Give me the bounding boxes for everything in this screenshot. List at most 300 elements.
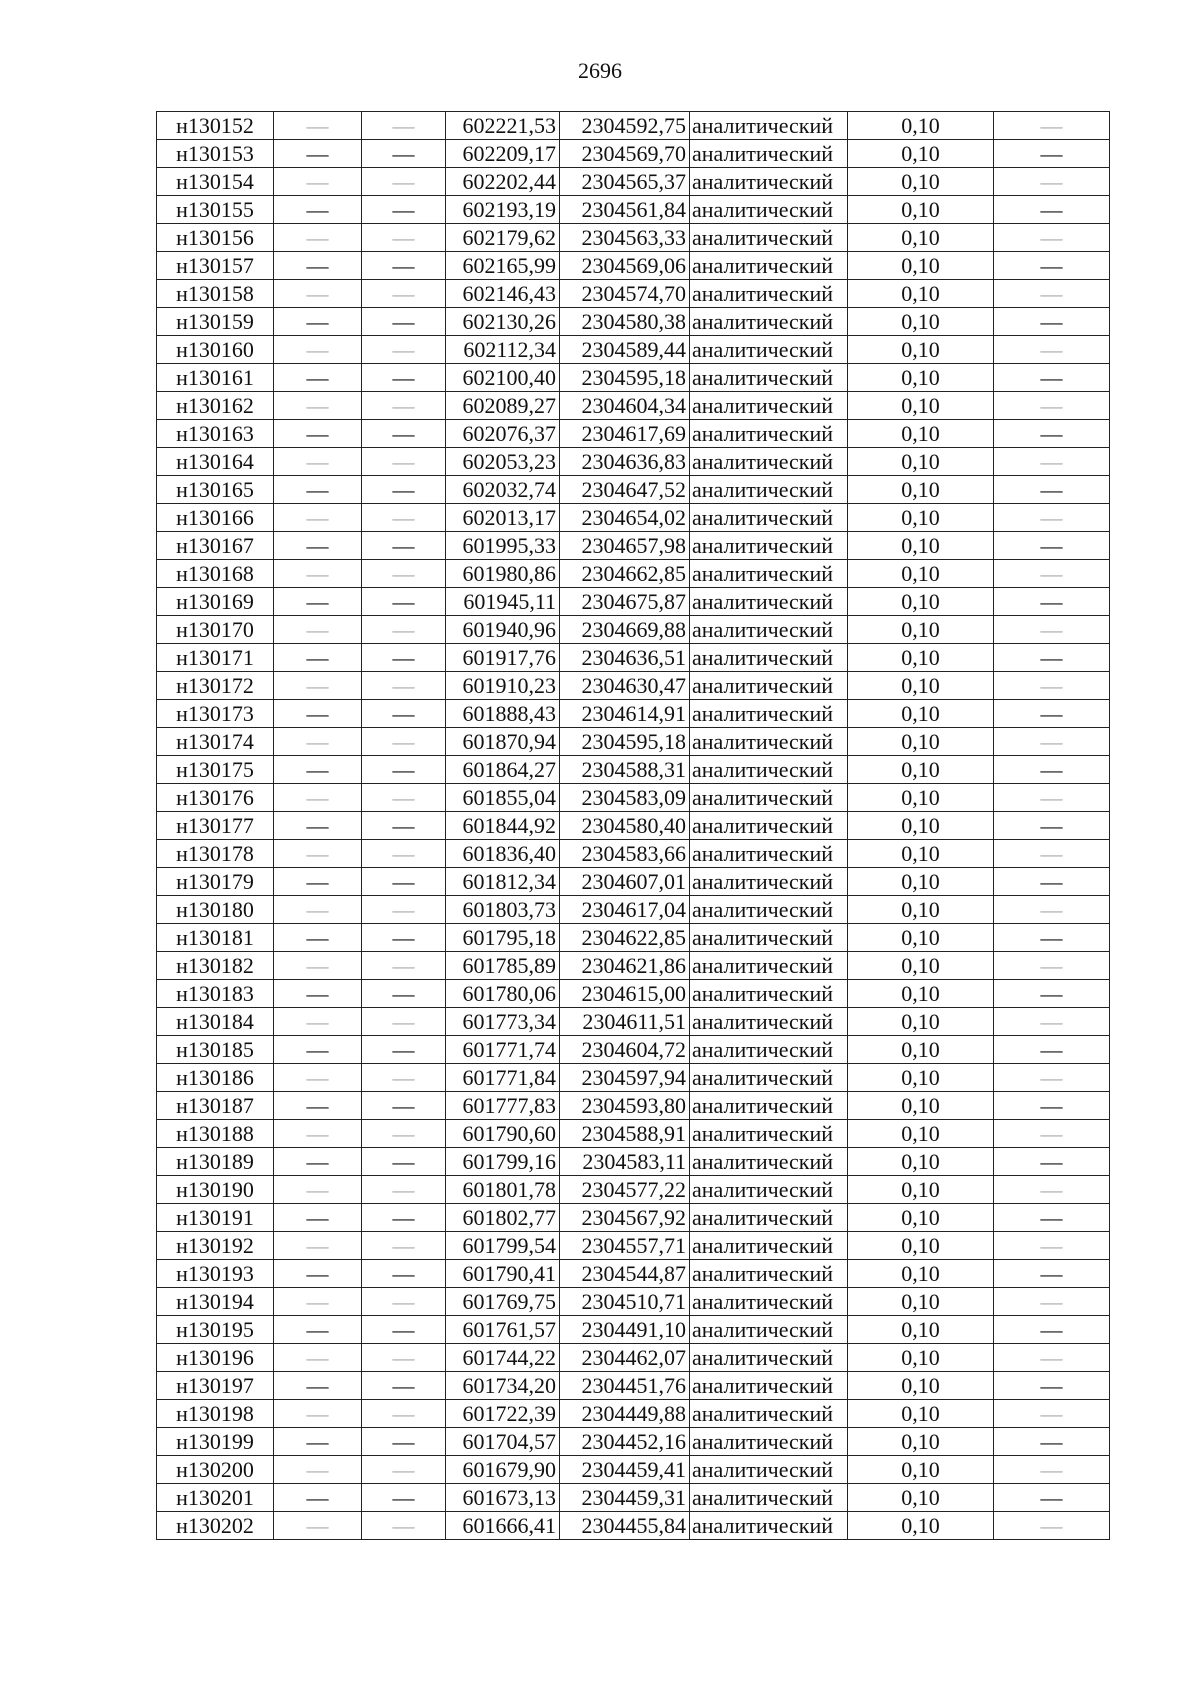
empty-value-cell: — (274, 476, 362, 504)
x-coordinate-cell: 601799,16 (446, 1148, 560, 1176)
table-row (157, 1260, 1110, 1288)
y-coordinate-cell: 2304588,31 (560, 756, 690, 784)
empty-value-cell: — (994, 896, 1110, 924)
point-id-cell: н130185 (157, 1036, 274, 1064)
empty-value-cell: — (994, 1484, 1110, 1512)
point-id-cell: н130176 (157, 784, 274, 812)
accuracy-cell: 0,10 (848, 616, 994, 644)
y-coordinate-cell: 2304491,10 (560, 1316, 690, 1344)
table-row (157, 336, 1110, 364)
point-id-cell: н130184 (157, 1008, 274, 1036)
point-id-cell: н130161 (157, 364, 274, 392)
y-coordinate-cell: 2304621,86 (560, 952, 690, 980)
empty-value-cell: — (362, 224, 446, 252)
x-coordinate-cell: 601679,90 (446, 1456, 560, 1484)
accuracy-cell: 0,10 (848, 196, 994, 224)
accuracy-cell: 0,10 (848, 532, 994, 560)
accuracy-cell: 0,10 (848, 1456, 994, 1484)
x-coordinate-cell: 601995,33 (446, 532, 560, 560)
accuracy-cell: 0,10 (848, 896, 994, 924)
accuracy-cell: 0,10 (848, 336, 994, 364)
empty-value-cell: — (274, 1176, 362, 1204)
method-cell: аналитический (690, 476, 848, 504)
method-cell: аналитический (690, 112, 848, 140)
table-row (157, 504, 1110, 532)
accuracy-cell: 0,10 (848, 392, 994, 420)
method-cell: аналитический (690, 1232, 848, 1260)
method-cell: аналитический (690, 644, 848, 672)
empty-value-cell: — (274, 560, 362, 588)
table-row (157, 364, 1110, 392)
x-coordinate-cell: 602221,53 (446, 112, 560, 140)
accuracy-cell: 0,10 (848, 364, 994, 392)
x-coordinate-cell: 602130,26 (446, 308, 560, 336)
table-row (157, 140, 1110, 168)
accuracy-cell: 0,10 (848, 1176, 994, 1204)
empty-value-cell: — (994, 1064, 1110, 1092)
x-coordinate-cell: 601844,92 (446, 812, 560, 840)
method-cell: аналитический (690, 1400, 848, 1428)
table-row (157, 1428, 1110, 1456)
empty-value-cell: — (274, 196, 362, 224)
x-coordinate-cell: 601673,13 (446, 1484, 560, 1512)
x-coordinate-cell: 601888,43 (446, 700, 560, 728)
empty-value-cell: — (362, 168, 446, 196)
accuracy-cell: 0,10 (848, 840, 994, 868)
method-cell: аналитический (690, 196, 848, 224)
table-row (157, 1008, 1110, 1036)
point-id-cell: н130158 (157, 280, 274, 308)
point-id-cell: н130190 (157, 1176, 274, 1204)
empty-value-cell: — (362, 1064, 446, 1092)
table-row (157, 784, 1110, 812)
table-row (157, 840, 1110, 868)
method-cell: аналитический (690, 924, 848, 952)
empty-value-cell: — (274, 1120, 362, 1148)
point-id-cell: н130153 (157, 140, 274, 168)
table-row (157, 252, 1110, 280)
accuracy-cell: 0,10 (848, 1428, 994, 1456)
empty-value-cell: — (274, 1232, 362, 1260)
empty-value-cell: — (994, 952, 1110, 980)
empty-value-cell: — (274, 1204, 362, 1232)
empty-value-cell: — (994, 1456, 1110, 1484)
table-row (157, 420, 1110, 448)
y-coordinate-cell: 2304630,47 (560, 672, 690, 700)
empty-value-cell: — (994, 924, 1110, 952)
x-coordinate-cell: 601855,04 (446, 784, 560, 812)
y-coordinate-cell: 2304455,84 (560, 1512, 690, 1540)
table-row (157, 952, 1110, 980)
table-row (157, 476, 1110, 504)
point-id-cell: н130189 (157, 1148, 274, 1176)
y-coordinate-cell: 2304647,52 (560, 476, 690, 504)
table-row (157, 392, 1110, 420)
accuracy-cell: 0,10 (848, 1204, 994, 1232)
empty-value-cell: — (994, 1512, 1110, 1540)
x-coordinate-cell: 601785,89 (446, 952, 560, 980)
accuracy-cell: 0,10 (848, 1512, 994, 1540)
point-id-cell: н130182 (157, 952, 274, 980)
empty-value-cell: — (274, 1484, 362, 1512)
y-coordinate-cell: 2304675,87 (560, 588, 690, 616)
empty-value-cell: — (362, 1036, 446, 1064)
y-coordinate-cell: 2304583,66 (560, 840, 690, 868)
empty-value-cell: — (274, 756, 362, 784)
empty-value-cell: — (362, 840, 446, 868)
empty-value-cell: — (362, 560, 446, 588)
empty-value-cell: — (362, 952, 446, 980)
empty-value-cell: — (362, 1484, 446, 1512)
empty-value-cell: — (362, 420, 446, 448)
x-coordinate-cell: 601769,75 (446, 1288, 560, 1316)
y-coordinate-cell: 2304669,88 (560, 616, 690, 644)
table-row (157, 560, 1110, 588)
empty-value-cell: — (994, 504, 1110, 532)
table-row (157, 1484, 1110, 1512)
x-coordinate-cell: 602053,23 (446, 448, 560, 476)
empty-value-cell: — (362, 252, 446, 280)
empty-value-cell: — (994, 588, 1110, 616)
point-id-cell: н130171 (157, 644, 274, 672)
empty-value-cell: — (362, 1372, 446, 1400)
empty-value-cell: — (274, 1064, 362, 1092)
method-cell: аналитический (690, 224, 848, 252)
x-coordinate-cell: 602179,62 (446, 224, 560, 252)
empty-value-cell: — (994, 644, 1110, 672)
y-coordinate-cell: 2304569,06 (560, 252, 690, 280)
empty-value-cell: — (994, 868, 1110, 896)
accuracy-cell: 0,10 (848, 1344, 994, 1372)
accuracy-cell: 0,10 (848, 224, 994, 252)
point-id-cell: н130168 (157, 560, 274, 588)
accuracy-cell: 0,10 (848, 448, 994, 476)
page-number: 2696 (578, 58, 622, 83)
method-cell: аналитический (690, 1456, 848, 1484)
x-coordinate-cell: 601803,73 (446, 896, 560, 924)
accuracy-cell: 0,10 (848, 924, 994, 952)
table-row (157, 224, 1110, 252)
point-id-cell: н130160 (157, 336, 274, 364)
empty-value-cell: — (994, 700, 1110, 728)
y-coordinate-cell: 2304580,38 (560, 308, 690, 336)
empty-value-cell: — (994, 336, 1110, 364)
method-cell: аналитический (690, 1008, 848, 1036)
method-cell: аналитический (690, 1288, 848, 1316)
table-row (157, 1092, 1110, 1120)
empty-value-cell: — (362, 1316, 446, 1344)
empty-value-cell: — (274, 616, 362, 644)
empty-value-cell: — (994, 784, 1110, 812)
y-coordinate-cell: 2304654,02 (560, 504, 690, 532)
table-row (157, 1036, 1110, 1064)
method-cell: аналитический (690, 532, 848, 560)
y-coordinate-cell: 2304595,18 (560, 728, 690, 756)
point-id-cell: н130181 (157, 924, 274, 952)
empty-value-cell: — (994, 1288, 1110, 1316)
method-cell: аналитический (690, 1260, 848, 1288)
empty-value-cell: — (362, 700, 446, 728)
table-row (157, 1064, 1110, 1092)
empty-value-cell: — (994, 728, 1110, 756)
y-coordinate-cell: 2304583,11 (560, 1148, 690, 1176)
table-row (157, 756, 1110, 784)
empty-value-cell: — (362, 392, 446, 420)
method-cell: аналитический (690, 1316, 848, 1344)
point-id-cell: н130200 (157, 1456, 274, 1484)
y-coordinate-cell: 2304563,33 (560, 224, 690, 252)
empty-value-cell: — (274, 1400, 362, 1428)
y-coordinate-cell: 2304574,70 (560, 280, 690, 308)
table-row (157, 672, 1110, 700)
point-id-cell: н130199 (157, 1428, 274, 1456)
point-id-cell: н130169 (157, 588, 274, 616)
empty-value-cell: — (994, 840, 1110, 868)
table-row (157, 812, 1110, 840)
point-id-cell: н130173 (157, 700, 274, 728)
empty-value-cell: — (362, 812, 446, 840)
point-id-cell: н130164 (157, 448, 274, 476)
y-coordinate-cell: 2304452,16 (560, 1428, 690, 1456)
table-row (157, 308, 1110, 336)
point-id-cell: н130163 (157, 420, 274, 448)
point-id-cell: н130170 (157, 616, 274, 644)
empty-value-cell: — (362, 504, 446, 532)
point-id-cell: н130156 (157, 224, 274, 252)
accuracy-cell: 0,10 (848, 1148, 994, 1176)
method-cell: аналитический (690, 952, 848, 980)
y-coordinate-cell: 2304615,00 (560, 980, 690, 1008)
accuracy-cell: 0,10 (848, 868, 994, 896)
accuracy-cell: 0,10 (848, 140, 994, 168)
empty-value-cell: — (274, 700, 362, 728)
method-cell: аналитический (690, 896, 848, 924)
x-coordinate-cell: 601722,39 (446, 1400, 560, 1428)
empty-value-cell: — (362, 1400, 446, 1428)
accuracy-cell: 0,10 (848, 644, 994, 672)
y-coordinate-cell: 2304662,85 (560, 560, 690, 588)
y-coordinate-cell: 2304604,72 (560, 1036, 690, 1064)
accuracy-cell: 0,10 (848, 1036, 994, 1064)
x-coordinate-cell: 602112,34 (446, 336, 560, 364)
x-coordinate-cell: 601790,41 (446, 1260, 560, 1288)
empty-value-cell: — (362, 308, 446, 336)
y-coordinate-cell: 2304577,22 (560, 1176, 690, 1204)
empty-value-cell: — (994, 1092, 1110, 1120)
coordinates-table (156, 111, 1110, 1540)
method-cell: аналитический (690, 1512, 848, 1540)
empty-value-cell: — (274, 868, 362, 896)
point-id-cell: н130193 (157, 1260, 274, 1288)
table-row (157, 1316, 1110, 1344)
empty-value-cell: — (994, 448, 1110, 476)
empty-value-cell: — (362, 112, 446, 140)
table-row (157, 588, 1110, 616)
x-coordinate-cell: 601802,77 (446, 1204, 560, 1232)
y-coordinate-cell: 2304595,18 (560, 364, 690, 392)
empty-value-cell: — (274, 420, 362, 448)
empty-value-cell: — (994, 1120, 1110, 1148)
table-row (157, 1204, 1110, 1232)
table-row (157, 1176, 1110, 1204)
table-row (157, 924, 1110, 952)
empty-value-cell: — (362, 140, 446, 168)
empty-value-cell: — (994, 112, 1110, 140)
x-coordinate-cell: 602089,27 (446, 392, 560, 420)
table-row (157, 1512, 1110, 1540)
empty-value-cell: — (362, 448, 446, 476)
empty-value-cell: — (274, 448, 362, 476)
empty-value-cell: — (274, 1092, 362, 1120)
method-cell: аналитический (690, 812, 848, 840)
accuracy-cell: 0,10 (848, 756, 994, 784)
accuracy-cell: 0,10 (848, 952, 994, 980)
empty-value-cell: — (274, 1036, 362, 1064)
x-coordinate-cell: 602100,40 (446, 364, 560, 392)
method-cell: аналитический (690, 252, 848, 280)
x-coordinate-cell: 601771,74 (446, 1036, 560, 1064)
empty-value-cell: — (274, 280, 362, 308)
point-id-cell: н130197 (157, 1372, 274, 1400)
empty-value-cell: — (274, 1008, 362, 1036)
empty-value-cell: — (994, 308, 1110, 336)
method-cell: аналитический (690, 588, 848, 616)
empty-value-cell: — (274, 532, 362, 560)
empty-value-cell: — (362, 1232, 446, 1260)
x-coordinate-cell: 601801,78 (446, 1176, 560, 1204)
point-id-cell: н130196 (157, 1344, 274, 1372)
empty-value-cell: — (994, 756, 1110, 784)
method-cell: аналитический (690, 140, 848, 168)
table-row (157, 1288, 1110, 1316)
x-coordinate-cell: 601771,84 (446, 1064, 560, 1092)
accuracy-cell: 0,10 (848, 700, 994, 728)
point-id-cell: н130198 (157, 1400, 274, 1428)
x-coordinate-cell: 601761,57 (446, 1316, 560, 1344)
table-row (157, 532, 1110, 560)
empty-value-cell: — (994, 1316, 1110, 1344)
accuracy-cell: 0,10 (848, 980, 994, 1008)
empty-value-cell: — (994, 1008, 1110, 1036)
point-id-cell: н130152 (157, 112, 274, 140)
method-cell: аналитический (690, 700, 848, 728)
accuracy-cell: 0,10 (848, 784, 994, 812)
empty-value-cell: — (994, 1176, 1110, 1204)
method-cell: аналитический (690, 364, 848, 392)
y-coordinate-cell: 2304565,37 (560, 168, 690, 196)
empty-value-cell: — (362, 868, 446, 896)
method-cell: аналитический (690, 1036, 848, 1064)
method-cell: аналитический (690, 1176, 848, 1204)
empty-value-cell: — (994, 420, 1110, 448)
accuracy-cell: 0,10 (848, 672, 994, 700)
empty-value-cell: — (274, 1344, 362, 1372)
empty-value-cell: — (362, 1428, 446, 1456)
empty-value-cell: — (274, 784, 362, 812)
empty-value-cell: — (362, 728, 446, 756)
accuracy-cell: 0,10 (848, 1288, 994, 1316)
point-id-cell: н130186 (157, 1064, 274, 1092)
empty-value-cell: — (994, 196, 1110, 224)
empty-value-cell: — (362, 1148, 446, 1176)
accuracy-cell: 0,10 (848, 812, 994, 840)
empty-value-cell: — (994, 1148, 1110, 1176)
method-cell: аналитический (690, 168, 848, 196)
point-id-cell: н130167 (157, 532, 274, 560)
empty-value-cell: — (994, 252, 1110, 280)
empty-value-cell: — (362, 1344, 446, 1372)
x-coordinate-cell: 602209,17 (446, 140, 560, 168)
y-coordinate-cell: 2304544,87 (560, 1260, 690, 1288)
x-coordinate-cell: 601799,54 (446, 1232, 560, 1260)
empty-value-cell: — (274, 588, 362, 616)
method-cell: аналитический (690, 840, 848, 868)
x-coordinate-cell: 601773,34 (446, 1008, 560, 1036)
point-id-cell: н130202 (157, 1512, 274, 1540)
y-coordinate-cell: 2304557,71 (560, 1232, 690, 1260)
point-id-cell: н130172 (157, 672, 274, 700)
table-row (157, 1120, 1110, 1148)
point-id-cell: н130188 (157, 1120, 274, 1148)
point-id-cell: н130174 (157, 728, 274, 756)
accuracy-cell: 0,10 (848, 1064, 994, 1092)
point-id-cell: н130180 (157, 896, 274, 924)
x-coordinate-cell: 602076,37 (446, 420, 560, 448)
table-row (157, 1400, 1110, 1428)
method-cell: аналитический (690, 392, 848, 420)
y-coordinate-cell: 2304580,40 (560, 812, 690, 840)
empty-value-cell: — (994, 812, 1110, 840)
x-coordinate-cell: 601744,22 (446, 1344, 560, 1372)
method-cell: аналитический (690, 980, 848, 1008)
accuracy-cell: 0,10 (848, 1008, 994, 1036)
x-coordinate-cell: 602193,19 (446, 196, 560, 224)
empty-value-cell: — (994, 532, 1110, 560)
accuracy-cell: 0,10 (848, 1316, 994, 1344)
empty-value-cell: — (362, 1260, 446, 1288)
y-coordinate-cell: 2304569,70 (560, 140, 690, 168)
y-coordinate-cell: 2304462,07 (560, 1344, 690, 1372)
point-id-cell: н130192 (157, 1232, 274, 1260)
method-cell: аналитический (690, 448, 848, 476)
y-coordinate-cell: 2304617,04 (560, 896, 690, 924)
y-coordinate-cell: 2304604,34 (560, 392, 690, 420)
empty-value-cell: — (362, 336, 446, 364)
empty-value-cell: — (274, 980, 362, 1008)
method-cell: аналитический (690, 784, 848, 812)
y-coordinate-cell: 2304592,75 (560, 112, 690, 140)
point-id-cell: н130154 (157, 168, 274, 196)
accuracy-cell: 0,10 (848, 728, 994, 756)
empty-value-cell: — (994, 476, 1110, 504)
table-row (157, 112, 1110, 140)
method-cell: аналитический (690, 728, 848, 756)
y-coordinate-cell: 2304459,41 (560, 1456, 690, 1484)
table-row (157, 616, 1110, 644)
accuracy-cell: 0,10 (848, 1372, 994, 1400)
y-coordinate-cell: 2304593,80 (560, 1092, 690, 1120)
empty-value-cell: — (274, 1428, 362, 1456)
empty-value-cell: — (274, 672, 362, 700)
empty-value-cell: — (362, 896, 446, 924)
empty-value-cell: — (274, 224, 362, 252)
x-coordinate-cell: 601777,83 (446, 1092, 560, 1120)
method-cell: аналитический (690, 868, 848, 896)
table-body (157, 112, 1110, 1540)
empty-value-cell: — (274, 168, 362, 196)
accuracy-cell: 0,10 (848, 252, 994, 280)
method-cell: аналитический (690, 756, 848, 784)
